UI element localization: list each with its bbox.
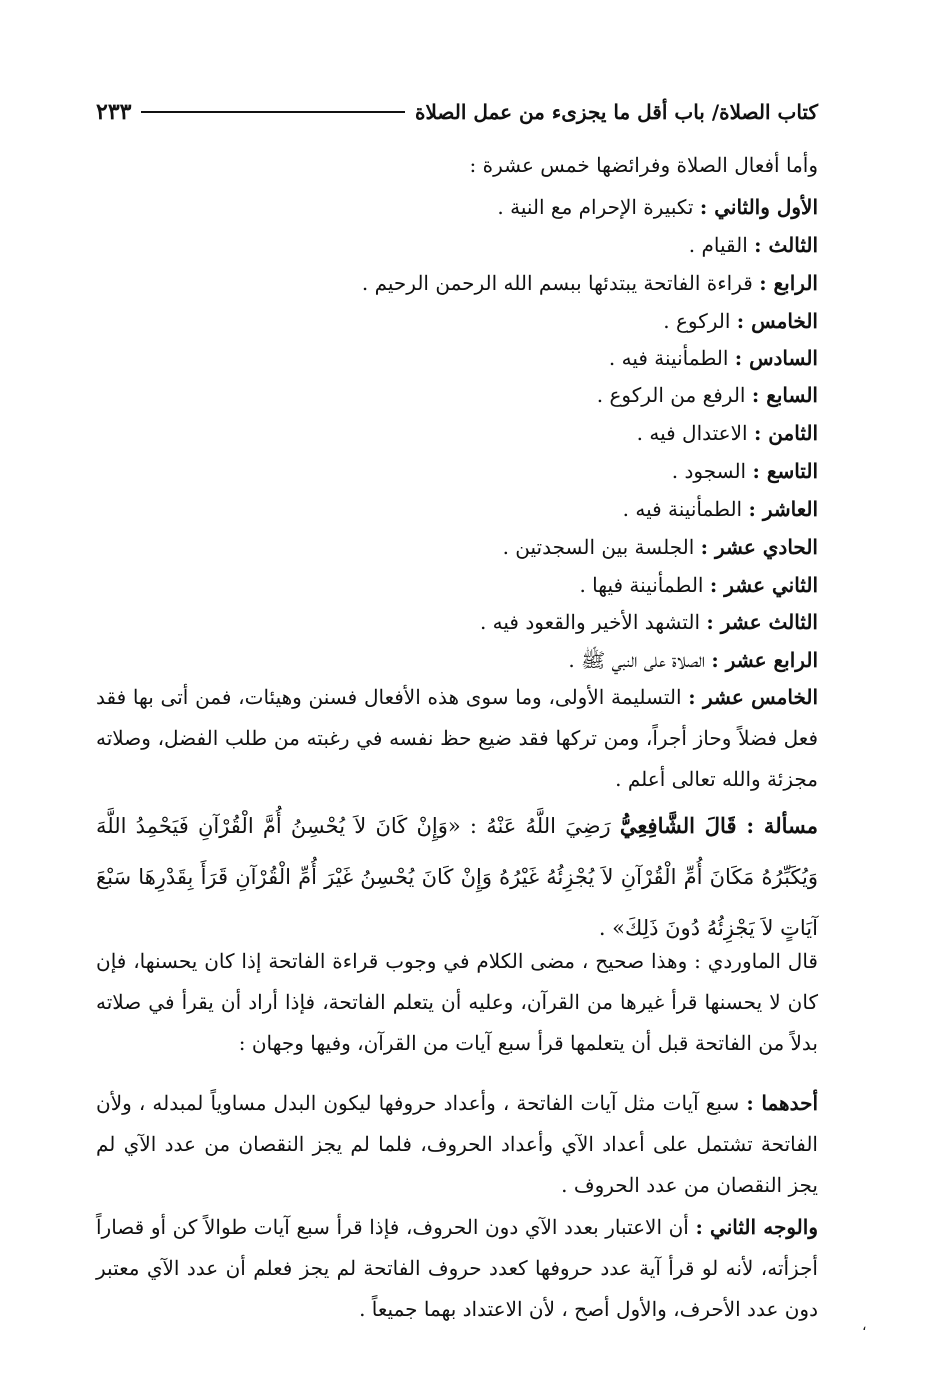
item-text: التشهد الأخير والقعود فيه . — [479, 610, 700, 634]
item-label: التاسع : — [752, 459, 818, 483]
item-text: تكبيرة الإحرام مع النية . — [497, 195, 694, 219]
fifteenth-label: الخامس عشر : — [688, 685, 819, 709]
list-item — [663, 304, 818, 338]
list-item — [362, 266, 818, 300]
running-header — [96, 96, 818, 128]
first-view-text: سبع آيات مثل آيات الفاتحة ، وأعداد حروفها ليكون البدل مساوياً لمبدله ، ولأن الفاتحة تشتمل على أعداد الآي وأعداد الحروف، فلما لم يجز النقصان من عدد الآي لم يجز النقصان من عدد الحروف . — [96, 1091, 818, 1197]
item-label: الخامس : — [736, 309, 818, 333]
page-number: ٢٣٣ — [96, 99, 132, 125]
item-label: الرابع عشر : — [711, 648, 818, 672]
item-label: السادس : — [734, 346, 818, 370]
list-item — [609, 341, 818, 375]
list-item — [689, 228, 818, 262]
item-label: الثالث : — [754, 233, 818, 257]
item-label: السابع : — [751, 383, 818, 407]
item-label: الثامن : — [753, 421, 818, 445]
list-item — [579, 568, 818, 602]
item-label: العاشر : — [748, 497, 818, 521]
item-label: الحادي عشر : — [700, 535, 818, 559]
fifteenth-paragraph — [96, 677, 818, 800]
margin-mark: ، — [862, 1318, 867, 1334]
list-item — [597, 378, 818, 412]
item-text: الجلسة بين السجدتين . — [502, 535, 695, 559]
first-view-label: أحدهما : — [746, 1091, 819, 1115]
list-item — [497, 190, 818, 224]
fifteenth-text: التسليمة الأولى، وما سوى هذه الأفعال فسنن وهيئات، فمن أتى بها فقد فعل فضلاً وحاز أجراً، ومن تركها فقد ضيع حظ نفسه في رغبته من طلب الفضل، وصلاته مجزئة والله تعالى أعلم . — [96, 685, 818, 791]
item-label: الثاني عشر : — [709, 573, 818, 597]
item-text: الركوع . — [663, 309, 731, 333]
mawardi-paragraph: قال الماوردي : وهذا صحيح ، مضى الكلام في وجوب قراءة الفاتحة إذا كان يحسنها، فإن كان لا يحسنها قرأ غيرها من القرآن، وعليه أن يتعلم الفاتحة، فإذا أراد أن يقرأ في صلاته بدلاً من الفاتحة قبل أن يتعلمها قرأ سبع آيات من القرآن، وفيها وجهان : — [96, 949, 818, 1055]
item-text: القيام . — [688, 233, 748, 257]
list-item — [672, 454, 818, 488]
header-title: كتاب الصلاة/ باب أقل ما يجزىء من عمل الصلاة — [414, 100, 818, 124]
list-item — [480, 605, 818, 639]
item-text: الطمأنينة فيه . — [622, 497, 743, 521]
second-view-paragraph — [96, 1207, 818, 1330]
second-view-label: والوجه الثاني : — [695, 1215, 818, 1239]
second-view-text: أن الاعتبار بعدد الآي دون الحروف، فإذا قرأ سبع آيات طوالاً كن أو قصاراً أجزأته، لأنه لو قرأ آية عدد حروفها كعدد حروف الفاتحة لم يجز فعلم أن عدد الآي معتبر دون عدد الأحرف، والأول أصح ، لأن الاعتداد بهما جميعاً . — [96, 1215, 818, 1321]
item-text: الطمأنينة فيها . — [579, 573, 704, 597]
header-rule — [141, 111, 405, 113]
masala-text: رَضِيَ اللَّهُ عَنْهُ : «وَإِنْ كَانَ لاَ يُحْسِنُ أُمَّ الْقُرْآنِ فَيَحْمِدُ اللَّهَ وَيُكَبِّرُهُ مَكَانَ أُمِّ الْقُرْآنِ لاَ يُجْزِئُهُ غَيْرُهُ وَإِنْ كَانَ يُحْسِنُ غَيْرَ أُمِّ الْقُرْآنِ قَرَأَ بِقَدْرِهَا سَبْعَ آيَاتٍ لاَ يَجْزِئُهُ دُونَ ذَلِكَ» . — [96, 814, 818, 940]
list-item — [503, 530, 818, 564]
item-label: الثالث عشر : — [706, 610, 818, 634]
masala-paragraph — [96, 800, 818, 954]
masala-label: مسألة : قَالَ الشَّافِعِيُّ — [619, 813, 818, 838]
intro-line: وأما أفعال الصلاة وفرائضها خمس عشرة : — [469, 153, 818, 177]
list-item — [623, 492, 818, 526]
item-label: الرابع : — [759, 271, 818, 295]
item-text: الرفع من الركوع . — [596, 383, 746, 407]
item-text: الصلاة على النبي ﷺ . — [568, 648, 706, 672]
item-text: السجود . — [671, 459, 747, 483]
item-text: الطمأنينة فيه . — [608, 346, 729, 370]
item-label: الأول والثاني : — [699, 195, 818, 219]
list-item — [568, 643, 818, 677]
list-item — [637, 416, 818, 450]
item-text: قراءة الفاتحة يبتدئها ببسم الله الرحمن الرحيم . — [361, 271, 753, 295]
item-text: الاعتدال فيه . — [636, 421, 748, 445]
first-view-paragraph — [96, 1083, 818, 1206]
